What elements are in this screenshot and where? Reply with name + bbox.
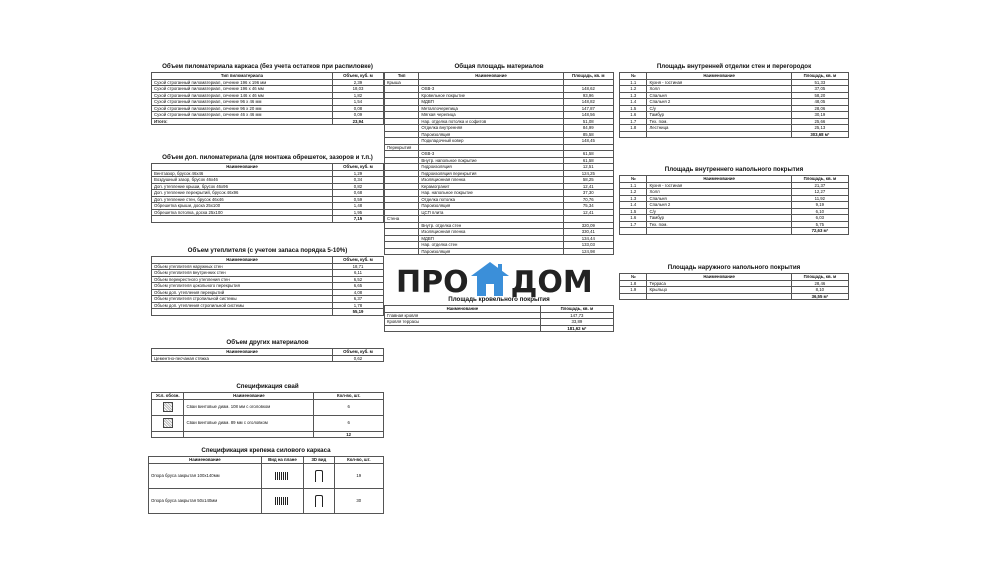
table-cell: Кухня - гостиная	[647, 182, 791, 189]
house-icon	[471, 262, 509, 296]
table-cell: OSB-3	[419, 151, 563, 158]
table-cell: Лестница	[647, 125, 791, 132]
col-header: Наименование	[152, 349, 333, 356]
table-cell: 6	[314, 399, 384, 415]
table-cell: 4,08	[332, 289, 383, 296]
table-cell: 1.6	[620, 112, 647, 119]
empty-cell	[620, 293, 647, 300]
total-value: 181,62 м²	[540, 325, 613, 332]
table-cell: Изоляционная пленка	[419, 177, 563, 184]
col-header: Усл. обозн.	[152, 393, 184, 400]
table-cell: Нар. отделка стен	[419, 242, 563, 249]
table-cell: Цементно-песчаная стяжка	[152, 355, 333, 362]
roof-section	[384, 296, 614, 332]
table-cell: 93,96	[563, 92, 613, 99]
plan-view-icon	[275, 497, 289, 505]
total-value: 55,19	[332, 309, 383, 316]
col-header: Площадь, кв. м	[791, 274, 848, 281]
table-cell: 84,99	[563, 125, 613, 132]
piles-total: 12	[314, 431, 384, 438]
table-cell: 148,56	[563, 112, 613, 119]
table-cell: 61,58	[563, 157, 613, 164]
col-header: Объем, куб. м	[332, 164, 383, 171]
table-cell: Внутр. отделка стен	[419, 222, 563, 229]
table-cell: Кровельное покрытие	[419, 92, 563, 99]
table-cell: 0,82	[332, 183, 383, 190]
table-cell: Кухня - гостиная	[647, 79, 791, 86]
table-cell: 85,58	[563, 131, 613, 138]
table-cell: 12,41	[563, 183, 613, 190]
materials-section	[384, 63, 614, 255]
floor-out-table	[619, 273, 849, 300]
table-cell: 51,08	[563, 118, 613, 125]
table-cell: Металлочерепица	[419, 105, 563, 112]
table-cell: 6,11	[332, 270, 383, 277]
fasteners-section	[148, 447, 384, 514]
wall-finish-table	[619, 72, 849, 138]
col-header: Вид на плане	[261, 457, 303, 464]
logo-text-left: ПРО	[396, 265, 469, 300]
table-cell: 1.5	[620, 105, 647, 112]
table-cell: 2,39	[332, 79, 383, 86]
other-section	[151, 339, 384, 362]
table-row	[152, 431, 384, 438]
col-header: Наименование	[385, 306, 541, 313]
table-cell: ЦСП плита	[419, 209, 563, 216]
table-cell: 1.6	[620, 215, 647, 222]
table-cell: Терраса	[647, 280, 791, 287]
col-header: Наименование	[149, 457, 262, 464]
table-cell: 8,10	[791, 287, 848, 294]
table-cell: 1.1	[620, 182, 647, 189]
extra-lumber-table	[151, 163, 384, 223]
table-cell: 0,09	[332, 112, 383, 119]
col-header: №	[620, 274, 647, 281]
col-header: Объем, куб. м	[332, 257, 383, 264]
table-cell: Обрешетка крыши, доска 25х100	[152, 203, 333, 210]
table-cell: 6	[314, 415, 384, 431]
table-cell: Нар. отделка потолка и софитов	[419, 118, 563, 125]
total-value: 23,94	[332, 118, 383, 125]
table-cell: Пароизоляция	[419, 248, 563, 255]
total-label: Итого:	[152, 118, 333, 125]
table-cell: Доп. утепление крыши, брусок 46х96	[152, 183, 333, 190]
plan-view-icon	[275, 472, 289, 480]
table-cell: Мягкая черепица	[419, 112, 563, 119]
plan-view-cell	[261, 488, 303, 513]
table-cell: Доп. утепление стен, брусок 46х46	[152, 196, 333, 203]
table-cell: 330,41	[563, 229, 613, 236]
empty-cell	[647, 228, 791, 235]
table-cell: 0,68	[332, 190, 383, 197]
table-cell: Опора бруса закрытая 50х140мм	[149, 488, 262, 513]
3d-view-cell	[304, 463, 335, 488]
table-cell: Спальня	[647, 195, 791, 202]
table-row	[152, 216, 384, 223]
empty-cell	[647, 131, 791, 138]
table-cell: С/у	[647, 208, 791, 215]
table-cell: Изоляционная пленка	[419, 229, 563, 236]
pile-symbol-icon	[163, 402, 173, 412]
table-cell: Опора бруса закрытая 100х140мм	[149, 463, 262, 488]
roof-table	[384, 305, 614, 332]
group-type: Крыша	[385, 79, 419, 86]
table-cell: Обрешетка потолка, доска 25х100	[152, 209, 333, 216]
table-row	[149, 488, 384, 513]
table-cell: Подкладочный ковер	[419, 138, 563, 145]
floor-out-section	[619, 264, 849, 300]
pile-symbol-cell	[152, 399, 184, 415]
table-cell: Нар. напольное покрытие	[419, 190, 563, 197]
wall-finish-title: Площадь внутренней отделки стен и перегородок	[656, 63, 812, 70]
floor-in-section	[619, 166, 849, 235]
table-cell: Сухой строганный пиломатериал, сечение 46 х 46 мм	[152, 112, 333, 119]
table-cell: 148,62	[563, 86, 613, 93]
empty-cell	[385, 248, 419, 255]
pile-symbol-cell	[152, 415, 184, 431]
col-header: Наименование	[419, 73, 563, 80]
table-cell: Сухой строганный пиломатериал, сечение 96 х 46 мм	[152, 99, 333, 106]
table-cell: 1.2	[620, 86, 647, 93]
table-row	[149, 463, 384, 488]
col-header: Площадь, кв. м	[540, 306, 613, 313]
piles-section	[151, 383, 384, 438]
table-cell: 11,92	[791, 195, 848, 202]
table-cell: Объем утеплителя стропильной системы	[152, 296, 333, 303]
table-cell: 12,27	[791, 189, 848, 196]
table-cell: 148,82	[563, 99, 613, 106]
col-header: Кол-во, шт.	[314, 393, 384, 400]
empty-cell	[152, 309, 333, 316]
table-cell: 25,66	[791, 118, 848, 125]
table-cell: 1.8	[620, 280, 647, 287]
table-cell: 30	[334, 488, 383, 513]
col-header: Наименование	[152, 257, 333, 264]
insulation-title: Объем утеплителя (с учетом запаса порядка 5-10%)	[187, 247, 348, 254]
table-cell: Доп. утепление перекрытий, брусок 46х96	[152, 190, 333, 197]
table-cell: 0,08	[332, 105, 383, 112]
floor-in-table	[619, 175, 849, 235]
table-cell: 1,82	[332, 92, 383, 99]
table-cell: 1,54	[332, 99, 383, 106]
col-header: Кол-во, шт.	[334, 457, 383, 464]
col-header: Площадь, кв. м	[791, 176, 848, 183]
insulation-section	[151, 247, 384, 316]
floor-out-title: Площадь наружного напольного покрытия	[667, 264, 801, 271]
table-cell: 1.7	[620, 221, 647, 228]
lumber-section	[151, 63, 384, 125]
col-header: Наименование	[184, 393, 314, 400]
table-cell: Тех. пом.	[647, 118, 791, 125]
plan-view-cell	[261, 463, 303, 488]
table-cell: Отделка потолка	[419, 196, 563, 203]
table-cell: МДВП	[419, 235, 563, 242]
table-cell: 1.4	[620, 99, 647, 106]
table-cell: 18,03	[332, 86, 383, 93]
piles-table	[151, 392, 384, 438]
col-header: 3D вид	[304, 457, 335, 464]
table-cell: 1.4	[620, 202, 647, 209]
table-cell: OSB-3	[419, 86, 563, 93]
col-header: Наименование	[647, 274, 791, 281]
table-cell: 1,48	[332, 203, 383, 210]
table-cell: Пароизоляция	[419, 131, 563, 138]
table-cell: 51,33	[791, 79, 848, 86]
table-cell: 61,58	[563, 151, 613, 158]
table-cell: Внутр. напольное покрытие	[419, 157, 563, 164]
table-cell: 124,98	[563, 248, 613, 255]
table-cell: 70,76	[563, 196, 613, 203]
col-header: Площадь, кв. м	[563, 73, 613, 80]
table-cell: 1,78	[332, 302, 383, 309]
floor-in-title: Площадь внутреннего напольного покрытия	[664, 166, 804, 173]
table-cell: Объем утеплителя цокольного перекрытия	[152, 283, 333, 290]
col-header: Тип	[385, 73, 419, 80]
table-cell: Объем утеплителя внутренних стен	[152, 270, 333, 277]
table-cell: 134,44	[563, 235, 613, 242]
table-cell: С/у	[647, 105, 791, 112]
table-cell: 1.9	[620, 287, 647, 294]
table-cell: Спальня 2	[647, 202, 791, 209]
table-cell: Объем доп. утепления перекрытий	[152, 289, 333, 296]
fasteners-title: Спецификация крепежа силового каркаса	[201, 447, 331, 454]
col-header: №	[620, 73, 647, 80]
table-cell: 0,34	[332, 177, 383, 184]
group-type: Стена	[385, 216, 419, 223]
col-header: Площадь, кв. м	[791, 73, 848, 80]
table-cell: Сухой строганный пиломатериал, сечение 196 х 196 мм	[152, 79, 333, 86]
wall-finish-section	[619, 63, 849, 138]
table-cell: 5,75	[791, 221, 848, 228]
table-cell: 58,20	[791, 92, 848, 99]
table-cell: Тамбур	[647, 112, 791, 119]
table-cell: 28,06	[791, 105, 848, 112]
table-cell: 1.1	[620, 79, 647, 86]
table-cell: Воздушный зазор, брусок 46х46	[152, 177, 333, 184]
table-cell: Сухой строганный пиломатериал, сечение 96 х 20 мм	[152, 105, 333, 112]
table-row	[152, 355, 384, 362]
table-cell: 75,34	[563, 203, 613, 210]
col-header: Наименование	[152, 164, 333, 171]
table-cell: 37,30	[563, 190, 613, 197]
empty-cell	[152, 216, 333, 223]
table-cell: Кровля террасы	[385, 319, 541, 326]
table-cell: 1.3	[620, 195, 647, 202]
table-cell: Объем доп. утепления стропильной системы	[152, 302, 333, 309]
table-row	[620, 228, 849, 235]
table-cell: Объем утеплителя наружных стен	[152, 263, 333, 270]
table-cell: Крыльцо	[647, 287, 791, 294]
table-cell: 1.3	[620, 92, 647, 99]
materials-title: Общая площадь материалов	[454, 63, 544, 70]
table-row	[152, 118, 384, 125]
table-cell: 148,45	[563, 138, 613, 145]
empty-cell	[620, 131, 647, 138]
col-header: Тип пиломатериала	[152, 73, 333, 80]
fasteners-table	[148, 456, 384, 514]
table-cell: Холл	[647, 86, 791, 93]
table-cell: 1,29	[332, 170, 383, 177]
table-cell: 12,41	[563, 209, 613, 216]
piles-title: Спецификация свай	[236, 383, 299, 390]
table-row	[385, 248, 614, 255]
table-cell: 25,13	[791, 125, 848, 132]
table-cell: 6,10	[791, 208, 848, 215]
table-cell: Гидроизоляция	[419, 164, 563, 171]
pile-symbol-icon	[163, 418, 173, 428]
lumber-title: Объем пиломатериала каркаса (без учета остатков при распиловке)	[162, 63, 373, 70]
table-cell: Объем перекрестного утепления стен	[152, 276, 333, 283]
bracket-3d-icon	[315, 470, 323, 482]
table-cell: 1.5	[620, 208, 647, 215]
table-cell: 6,52	[332, 276, 383, 283]
table-cell: 21,37	[791, 182, 848, 189]
table-cell: Вентзазор, брусок 46х46	[152, 170, 333, 177]
table-cell: 6,03	[791, 215, 848, 222]
table-row	[385, 325, 614, 332]
total-value: 7,15	[332, 216, 383, 223]
empty-cell	[385, 325, 541, 332]
table-cell: 147,87	[563, 105, 613, 112]
total-value: 36,55 м²	[791, 293, 848, 300]
table-cell: 147,73	[540, 312, 613, 319]
table-cell: 48,05	[791, 99, 848, 106]
table-cell: 1,95	[332, 209, 383, 216]
table-cell: Тех. пом.	[647, 221, 791, 228]
table-cell: Сухой строганный пиломатериал, сечение 146 х 46 мм	[152, 92, 333, 99]
table-cell: 19	[334, 463, 383, 488]
logo-text-right: ДОМ	[510, 265, 593, 300]
table-cell: 1.2	[620, 189, 647, 196]
extra-lumber-section	[151, 154, 384, 223]
table-cell: Главная кровля	[385, 312, 541, 319]
empty-cell	[647, 293, 791, 300]
table-cell: Тамбур	[647, 215, 791, 222]
table-row	[152, 415, 384, 431]
table-row	[620, 293, 849, 300]
table-cell: 28,46	[791, 280, 848, 287]
table-cell: Сваи винтовые диам. 108 мм с оголовком	[184, 399, 314, 415]
insulation-table	[151, 256, 384, 316]
table-cell: Пароизоляция	[419, 203, 563, 210]
table-cell: 58,25	[563, 177, 613, 184]
table-cell: 0,59	[332, 196, 383, 203]
col-header: Объем, куб. м	[332, 73, 383, 80]
table-cell: Керамогранит	[419, 183, 563, 190]
table-cell: 133,03	[563, 242, 613, 249]
table-cell: 12,51	[563, 164, 613, 171]
table-cell: Холл	[647, 189, 791, 196]
table-cell: 6,37	[332, 296, 383, 303]
table-cell: Гидроизоляция перекрытия	[419, 170, 563, 177]
table-row	[152, 309, 384, 316]
empty-cell	[620, 228, 647, 235]
table-cell: Спальня 2	[647, 99, 791, 106]
table-cell: Сваи винтовые диам. 89 мм с оголовком	[184, 415, 314, 431]
table-cell: МДВП	[419, 99, 563, 106]
col-header: Наименование	[647, 176, 791, 183]
total-value: 72,63 м²	[791, 228, 848, 235]
table-cell: 6,65	[332, 283, 383, 290]
table-cell: 33,89	[540, 319, 613, 326]
table-cell: 37,05	[791, 86, 848, 93]
other-title: Объем других материалов	[226, 339, 309, 346]
materials-table	[384, 72, 614, 255]
col-header: №	[620, 176, 647, 183]
table-row	[152, 399, 384, 415]
col-header: Наименование	[647, 73, 791, 80]
table-cell: 1.7	[620, 118, 647, 125]
col-header: Объем, куб. м	[332, 349, 383, 356]
extra-lumber-title: Объем доп. пиломатериала (для монтажа обрешеток, зазоров и т.п.)	[162, 154, 373, 161]
total-value: 303,68 м²	[791, 131, 848, 138]
table-cell: 0,62	[332, 355, 383, 362]
table-cell: 30,19	[791, 112, 848, 119]
table-cell: 124,25	[563, 170, 613, 177]
table-cell: Сухой строганный пиломатериал, сечение 196 х 46 мм	[152, 86, 333, 93]
table-cell: 18,71	[332, 263, 383, 270]
table-cell: 9,19	[791, 202, 848, 209]
3d-view-cell	[304, 488, 335, 513]
table-cell: 1.8	[620, 125, 647, 132]
table-cell: Спальня	[647, 92, 791, 99]
group-type: Перекрытия	[385, 144, 419, 151]
roof-title: Площадь кровельного покрытия	[448, 296, 550, 303]
bracket-3d-icon	[315, 495, 323, 507]
other-table	[151, 348, 384, 362]
table-cell: 320,09	[563, 222, 613, 229]
lumber-table	[151, 72, 384, 125]
table-cell: Отделка внутренняя	[419, 125, 563, 132]
table-row	[620, 131, 849, 138]
